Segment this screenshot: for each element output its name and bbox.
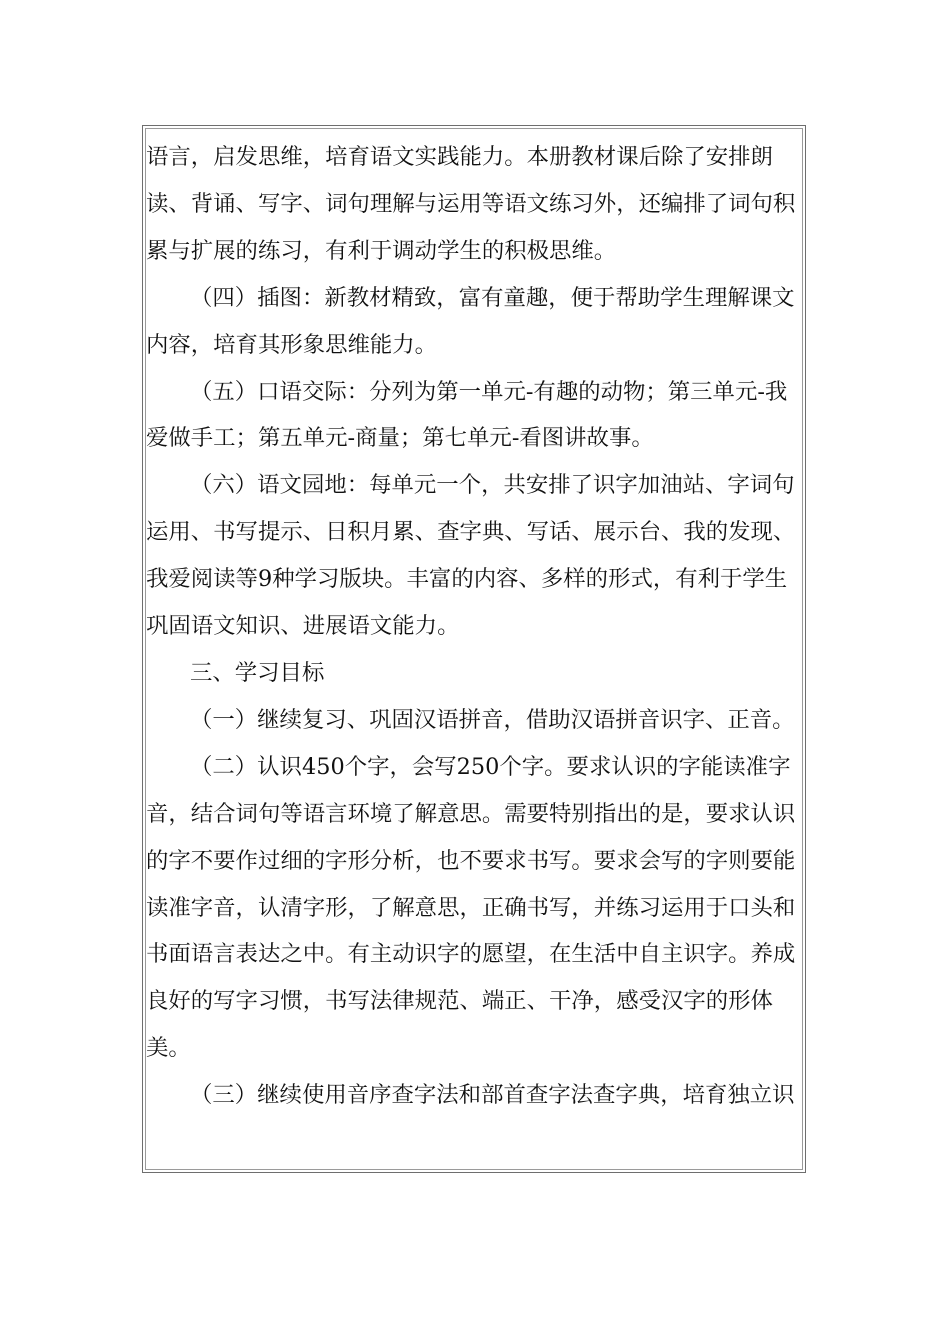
goal-three-line: （三）继续使用音序查字法和部首查字法查字典，培育独立识	[190, 1082, 795, 1109]
goal-two-line: （二）认识450个字，会写250个字。要求认识的字能读准字	[190, 753, 791, 780]
text-line: 读准字音，认清字形，了解意思，正确书写，并练习运用于口头和	[146, 894, 796, 921]
section-heading-learning-goals: 三、学习目标	[190, 659, 325, 686]
text-line: 运用、书写提示、日积月累、查字典、写话、展示台、我的发现、	[146, 519, 796, 546]
section-illustrations-line: （四）插图：新教材精致，富有童趣，便于帮助学生理解课文	[190, 284, 795, 311]
text-line: 读、背诵、写字、词句理解与运用等语文练习外，还编排了词句积	[146, 190, 796, 217]
text-line: 累与扩展的练习，有利于调动学生的积极思维。	[146, 237, 617, 264]
text-line: 语言，启发思维，培育语文实践能力。本册教材课后除了安排朗	[146, 144, 773, 170]
goal-one-line: （一）继续复习、巩固汉语拼音，借助汉语拼音识字、正音。	[190, 706, 795, 733]
text-line: 良好的写字习惯，书写法律规范、端正、干净，感受汉字的形体	[146, 988, 773, 1015]
section-language-garden-line: （六）语文园地：每单元一个，共安排了识字加油站、字词句	[190, 472, 795, 499]
text-line: 巩固语文知识、进展语文能力。	[146, 613, 460, 640]
text-line: 美。	[146, 1035, 191, 1062]
text-line: 爱做手工；第五单元-商量；第七单元-看图讲故事。	[146, 425, 654, 452]
section-oral-communication-line: （五）口语交际：分列为第一单元-有趣的动物；第三单元-我	[190, 378, 788, 405]
text-line: 书面语言表达之中。有主动识字的愿望，在生活中自主识字。养成	[146, 941, 796, 968]
text-line: 的字不要作过细的字形分析，也不要求书写。要求会写的字则要能	[146, 847, 796, 874]
text-line: 音，结合词句等语言环境了解意思。需要特别指出的是，要求认识	[146, 800, 796, 827]
document-body	[146, 134, 798, 1119]
text-line: 我爱阅读等9种学习版块。丰富的内容、多样的形式，有利于学生	[146, 566, 788, 593]
text-line: 内容，培育其形象思维能力。	[146, 331, 438, 358]
